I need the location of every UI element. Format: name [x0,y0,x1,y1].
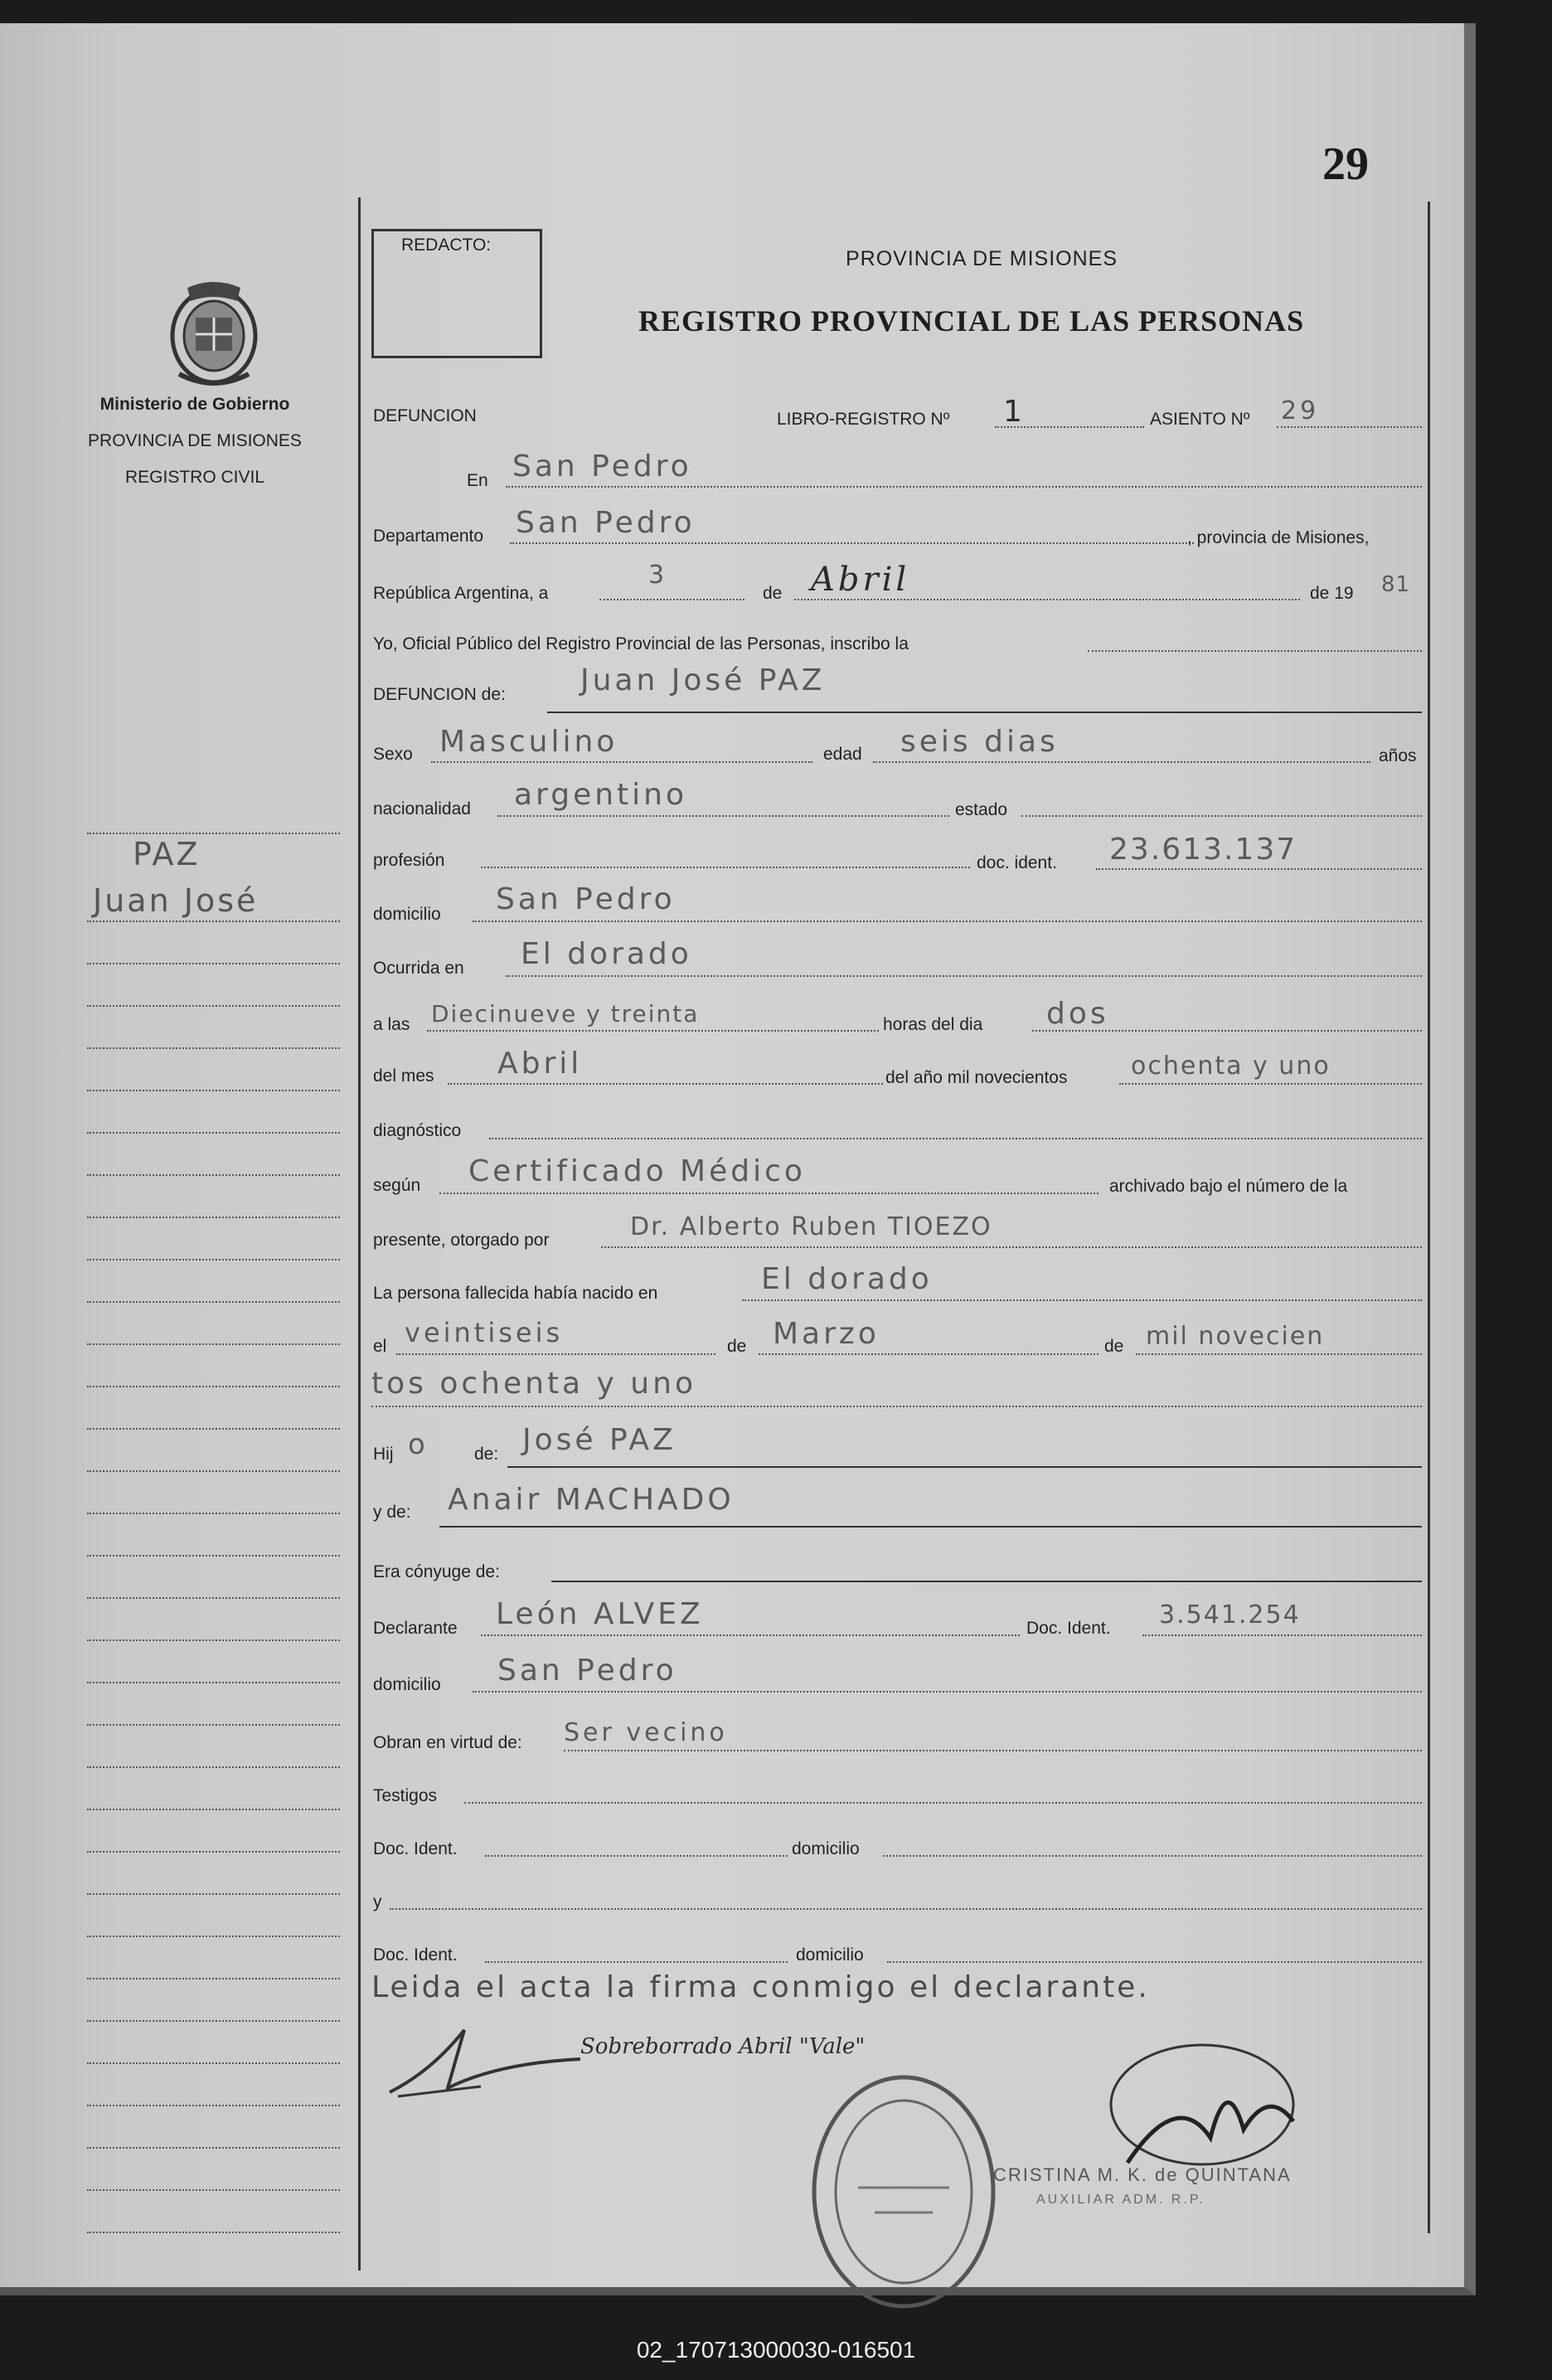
nacionalidad-line [497,815,949,817]
segun-label: según [373,1176,421,1195]
margin-line [87,1893,340,1895]
doc-ident3-line [485,1961,788,1963]
delmes-value: Abril [497,1047,583,1081]
archivado-label: archivado bajo el número de la [1109,1177,1348,1196]
asiento-label: ASIENTO Nº [1150,410,1250,429]
domicilio-line [473,920,1422,922]
asiento-line [1277,426,1422,428]
margin-line [87,1005,340,1007]
el-value: veintiseis [405,1317,564,1348]
margin-line [87,1809,340,1810]
de2-value: Marzo [773,1317,880,1351]
de3-value: mil novecien [1146,1322,1325,1351]
de2-label: de [727,1337,747,1356]
margin-line [87,1724,340,1726]
official-name: CRISTINA M. K. de QUINTANA [993,2164,1292,2185]
margin-line [87,2062,340,2064]
diagnostico-line [489,1138,1422,1139]
declarante-label: Declarante [373,1619,458,1638]
republica-label: República Argentina, a [373,584,549,603]
margin-line [87,833,340,834]
hij-label: Hij [373,1445,394,1464]
departamento-label: Departamento [373,527,484,546]
departamento-line [510,542,1194,544]
obran-line [564,1750,1422,1751]
month-value: Abril [811,561,910,599]
delano-value: ochenta y uno [1131,1052,1331,1081]
margin-line [87,1174,340,1176]
presente-line [601,1246,1422,1248]
margin-line [87,1978,340,1979]
testigos-line [464,1802,1422,1804]
page-number: 29 [1322,138,1369,190]
domicilio-value: San Pedro [496,882,676,916]
en-value: San Pedro [512,449,692,483]
profesion-label: profesión [373,851,445,870]
year-cont-line [371,1406,1422,1407]
libro-value: 1 [1003,395,1026,429]
diagnostico-label: diagnóstico [373,1121,462,1140]
doc-ident2-label: Doc. Ident. [373,1839,458,1858]
estado-label: estado [955,800,1008,819]
margin-line [87,2189,340,2191]
delmes-line [448,1083,883,1085]
header-province: PROVINCIA DE MISIONES [846,247,1118,270]
erasure-note: Sobreborrado Abril "Vale" [580,2034,866,2059]
province-seal-icon [162,276,265,391]
margin-line [87,1597,340,1599]
de3-label: de [1104,1337,1124,1356]
profesion-line [481,867,970,868]
margin-line [87,1047,340,1049]
margin-line [87,920,340,922]
alas-value: Diecinueve y treinta [431,1000,700,1027]
year-cont-value: tos ochenta y uno [371,1367,696,1401]
margin-line [87,1217,340,1218]
conyuge-line [551,1581,1422,1582]
margin-line [87,1259,340,1260]
father-line [507,1466,1422,1468]
nacionalidad-value: argentino [514,778,688,812]
en-label: En [467,471,488,490]
hij-value: o [408,1428,429,1461]
obran-label: Obran en virtud de: [373,1733,522,1752]
el-line [396,1353,715,1355]
de3-line [1136,1353,1422,1355]
obran-value: Ser vecino [564,1718,728,1747]
yde-label: y de: [373,1503,411,1522]
defuncion-value: Juan José PAZ [580,663,826,697]
declarante-line [481,1634,1020,1636]
margin-line [87,1301,340,1303]
yo-label: Yo, Oficial Público del Registro Provincial de las Personas, inscribo la [373,634,909,653]
hij-de-label: de: [474,1445,499,1464]
declarante-doc-label: Doc. Ident. [1026,1619,1111,1638]
ocurrida-value: El dorado [521,937,692,971]
domicilio3-label: domicilio [792,1839,860,1858]
margin-line [87,1513,340,1514]
conyuge-label: Era cónyuge de: [373,1562,500,1581]
margin-line [87,2105,340,2106]
margin-line [87,1682,340,1683]
right-frame-line [1428,202,1430,2233]
civil-registry-label: REGISTRO CIVIL [124,468,265,487]
redacto-label: REDACTO: [401,236,492,255]
en-line [506,486,1422,488]
margin-line [87,1386,340,1387]
y-line [390,1908,1422,1910]
father-value: José PAZ [522,1423,677,1457]
scan-footer-code: 02_170713000030-016501 [636,2337,916,2363]
estado-line [1021,815,1422,817]
ocurrida-line [506,975,1422,977]
horas-value: dos [1046,997,1109,1031]
margin-line [87,2232,340,2233]
defuncion-label: DEFUNCION de: [373,685,506,704]
margin-line [87,1639,340,1641]
registry-title: REGISTRO PROVINCIAL DE LAS PERSONAS [638,304,1305,338]
provincia-suffix: , provincia de Misiones, [1187,528,1370,547]
sexo-value: Masculino [439,725,618,759]
act-type-label: DEFUNCION [373,406,477,425]
mother-value: Anair MACHADO [448,1483,735,1517]
sexo-label: Sexo [373,745,413,764]
domicilio2-line [473,1691,1422,1693]
presente-label: presente, otorgado por [373,1231,550,1250]
nacido-value: El dorado [761,1262,933,1296]
testigos-label: Testigos [373,1786,438,1805]
margin-line [87,2147,340,2149]
mother-line [439,1526,1422,1528]
margin-line [87,1343,340,1345]
domicilio-label: domicilio [373,905,441,924]
margin-line [87,963,340,964]
departamento-value: San Pedro [516,506,696,540]
month-line [794,599,1300,600]
horas-label: horas del dia [883,1015,983,1034]
margin-line [87,1132,340,1134]
domicilio4-line [887,1961,1422,1963]
margin-surname: PAZ [133,836,201,872]
year-label: de 19 [1310,584,1354,603]
domicilio2-label: domicilio [373,1675,441,1694]
margin-line [87,1470,340,1472]
doc-ident2-line [485,1855,788,1857]
left-frame-line [358,197,361,2271]
segun-line [439,1192,1099,1194]
margin-line [87,1090,340,1091]
left-province-label: PROVINCIA DE MISIONES [88,431,302,450]
nacionalidad-label: nacionalidad [373,799,471,818]
doc-ident3-label: Doc. Ident. [373,1945,458,1965]
defuncion-line [547,712,1422,713]
y-label: y [373,1892,382,1911]
alas-label: a las [373,1015,410,1034]
margin-line [87,1766,340,1768]
declarante-value: León ALVEZ [496,1597,704,1631]
edad-label: edad [823,745,862,764]
ministry-label: Ministerio de Gobierno [99,395,290,414]
margin-line [87,1555,340,1557]
closing-note: Leida el acta la firma conmigo el declarante. [371,1970,1150,2004]
day-line [599,599,744,600]
delano-line [1119,1083,1422,1085]
margin-line [87,1851,340,1853]
segun-value: Certificado Médico [468,1154,806,1188]
domicilio3-line [883,1855,1422,1857]
delmes-label: del mes [373,1066,434,1086]
presente-value: Dr. Alberto Ruben TIOEZO [630,1212,992,1241]
registry-page [0,23,1476,2295]
margin-given-name: Juan José [93,882,259,919]
year-value: 81 [1381,572,1411,597]
margin-line [87,1428,340,1430]
margin-line [87,2020,340,2022]
asiento-value: 29 [1281,396,1320,425]
declarante-doc-value: 3.541.254 [1159,1600,1301,1630]
el-label: el [373,1337,387,1356]
de-label: de [763,584,783,603]
official-stamp-icon [808,2072,999,2312]
ocurrida-label: Ocurrida en [373,959,464,978]
anos-label: años [1379,746,1417,765]
edad-value: seis dias [900,725,1059,759]
declarante-doc-line [1142,1634,1422,1636]
doc-ident-line [1096,868,1422,870]
declarant-signature-icon [381,2013,589,2105]
sexo-line [431,761,812,763]
doc-ident-value: 23.613.137 [1109,833,1297,867]
day-value: 3 [648,561,668,590]
doc-ident-label: doc. ident. [977,853,1057,872]
official-title: AUXILIAR ADM. R.P. [1036,2193,1205,2207]
edad-line [873,761,1370,763]
margin-line [87,1936,340,1937]
de2-line [759,1353,1099,1355]
nacido-label: La persona fallecida había nacido en [373,1284,658,1303]
domicilio4-label: domicilio [796,1945,864,1965]
delano-label: del año mil novecientos [885,1068,1068,1087]
yo-line [1088,650,1422,652]
libro-label: LIBRO-REGISTRO Nº [777,410,950,429]
nacido-line [742,1299,1422,1301]
domicilio2-value: San Pedro [497,1654,677,1688]
alas-line [427,1030,879,1032]
